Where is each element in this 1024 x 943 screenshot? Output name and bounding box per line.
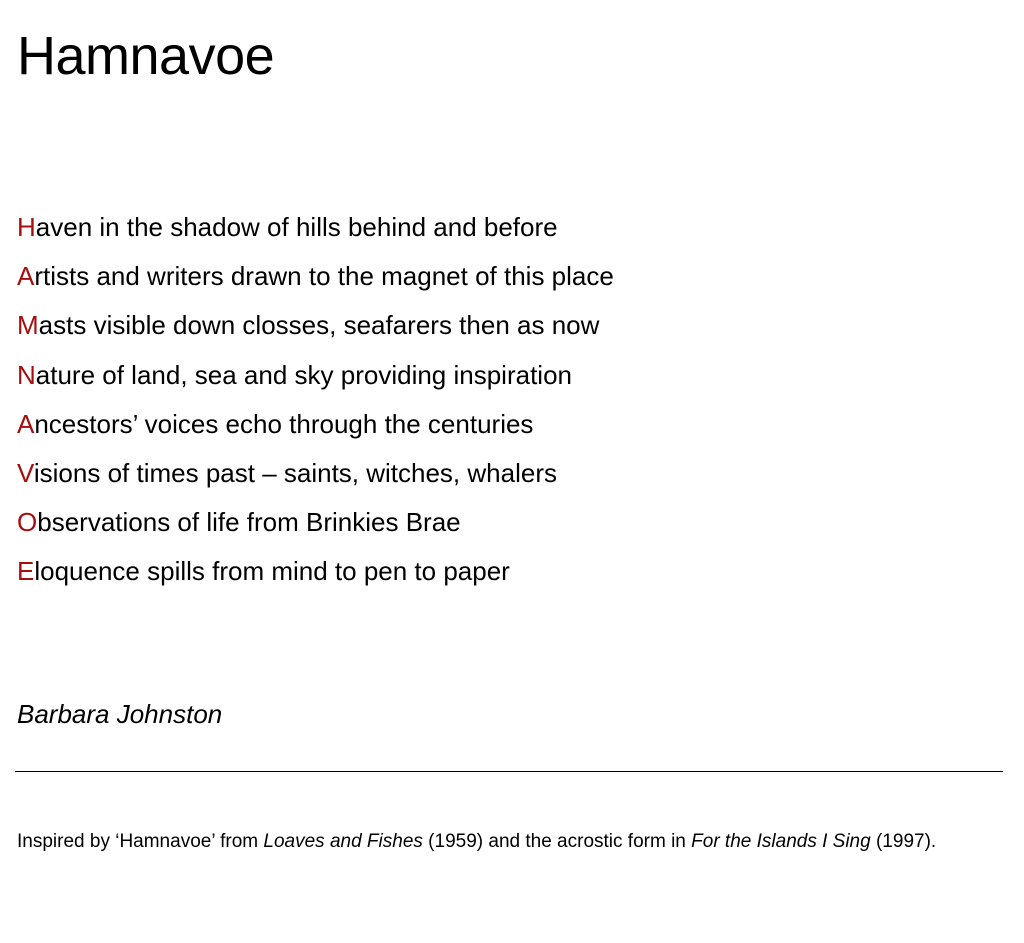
poem-title: Hamnavoe xyxy=(17,26,275,86)
acrostic-initial: A xyxy=(17,261,35,292)
acrostic-initial: M xyxy=(17,310,39,341)
poem-line xyxy=(17,252,614,301)
poem-line-text: rtists and writers drawn to the magnet of this place xyxy=(34,261,614,292)
poem-line xyxy=(17,351,614,400)
book-title: For the Islands I Sing xyxy=(691,831,871,852)
note-text: (1997). xyxy=(870,831,937,852)
inspiration-note xyxy=(17,829,977,855)
poem-line-text: ncestors’ voices echo through the centuries xyxy=(34,408,534,439)
poem-line-text: isions of times past – saints, witches, whalers xyxy=(33,457,557,488)
note-text: Inspired by ‘Hamnavoe’ from xyxy=(17,831,264,852)
book-title: Loaves and Fishes xyxy=(263,831,423,852)
poem-line xyxy=(17,547,614,596)
poem-line xyxy=(17,203,614,252)
acrostic-initial: H xyxy=(17,212,36,242)
author-name: Barbara Johnston xyxy=(17,699,223,729)
poem-line-text: ature of land, sea and sky providing inspiration xyxy=(35,359,572,390)
poem-line-text: asts visible down closses, seafarers then as now xyxy=(38,310,600,341)
poem-line-text: loquence spills from mind to pen to paper xyxy=(34,556,510,587)
poem-body xyxy=(17,203,614,597)
note-text: (1959) and the acrostic form in xyxy=(422,831,692,852)
poem-line xyxy=(17,449,614,498)
poem-line xyxy=(17,301,614,350)
acrostic-initial: N xyxy=(17,359,36,390)
poem-line xyxy=(17,498,614,547)
poem-line-text: aven in the shadow of hills behind and before xyxy=(35,212,558,242)
acrostic-initial: O xyxy=(17,507,38,538)
poem-line xyxy=(17,400,614,449)
acrostic-initial: V xyxy=(17,457,34,488)
acrostic-initial: E xyxy=(17,556,35,587)
poem-line-text: bservations of life from Brinkies Brae xyxy=(37,507,461,538)
acrostic-initial: A xyxy=(17,408,35,439)
divider xyxy=(15,771,1003,772)
